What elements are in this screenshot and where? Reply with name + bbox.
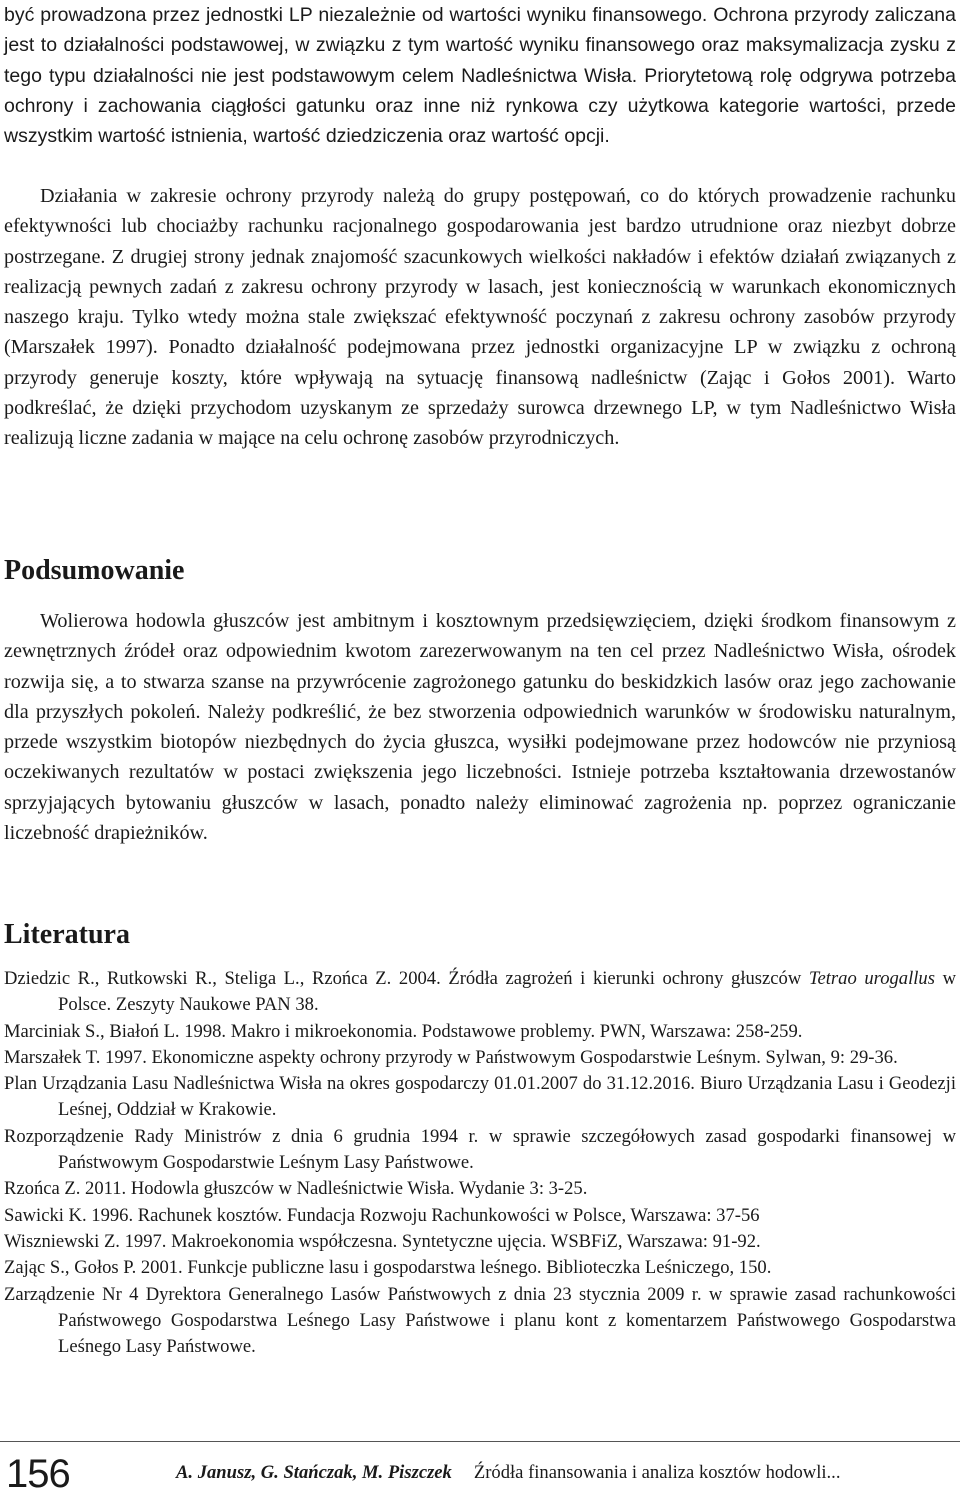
reference-item: Sawicki K. 1996. Rachunek kosztów. Fundacja Rozwoju Rachunkowości w Polsce, Warszawa: 37-56 bbox=[4, 1204, 760, 1226]
footer-authors: A. Janusz, G. Stańczak, M. Piszczek bbox=[176, 1462, 452, 1483]
reference-item: Rozporządzenie Rady Ministrów z dnia 6 grudnia 1994 r. w sprawie szczegółowych zasad gospodarki finansowej w Państwowym Gospodarstwie Leśnym Lasy Państwowe. bbox=[4, 1125, 956, 1174]
reference-item: Marszałek T. 1997. Ekonomiczne aspekty ochrony przyrody w Państwowym Gospodarstwie Leśnym. Sylwan, 9: 29-36. bbox=[4, 1046, 898, 1068]
reference-item: Marciniak S., Białoń L. 1998. Makro i mikroekonomia. Podstawowe problemy. PWN, Warszawa: 258-259. bbox=[4, 1020, 803, 1042]
reference-item bbox=[4, 966, 956, 1019]
body-paragraph-1: być prowadzona przez jednostki LP niezależnie od wartości wyniku finansowego. Ochrona przyrody zaliczana jest to działalności podstawowej, w związku z tym wartość wyniku finansowego oraz maksymalizacja zysku z tego typu działalności nie jest podstawowym celem Nadleśnictwa Wisła. Priorytetową rolę odgrywa potrzeba ochrony i zachowania ciągłości gatunku oraz inne niż rynkowa czy użytkowa kategorie wartości, przede wszystkim wartość istnienia, wartość dziedziczenia oraz wartość opcji. bbox=[4, 4, 956, 148]
reference-item: Plan Urządzania Lasu Nadleśnictwa Wisła na okres gospodarczy 01.01.2007 do 31.12.2016. Biuro Urządzania Lasu i Geodezji Leśnej, Oddział w Krakowie. bbox=[4, 1073, 956, 1121]
reference-item: Rzońca Z. 2011. Hodowla głuszców w Nadleśnictwie Wisła. Wydanie 3: 3-25. bbox=[4, 1178, 588, 1200]
reference-list bbox=[4, 966, 956, 1360]
reference-species-name: Tetrao urogallus bbox=[808, 968, 935, 989]
reference-text: w Polsce. Zeszyty Naukowe PAN 38. bbox=[58, 968, 956, 1016]
section-heading-summary: Podsumowanie bbox=[4, 555, 185, 586]
body-paragraph-2: Działania w zakresie ochrony przyrody należą do grupy postępowań, co do których prowadzenie rachunku efektywności lub chociażby rachunku racjonalnego gospodarowania jest bardzo utrudnione oraz niezbyt dobrze postrzegane. Z drugiej strony jednak znajomość szacunkowych wielkości nakładów i efektów działań związanych z realizacją pewnych zadań z zakresu ochrony przyrody w lasach, jest koniecznością w warunkach ekonomicznych naszego kraju. Tylko wtedy można stale zwiększać efektywność poczynań z zakresu ochrony zasobów przyrody (Marszałek 1997). Ponadto działalność podejmowana przez jednostki organizacyjne LP w związku z ochroną przyrody generuje koszty, które wpływają na sytuację finansową nadleśnictw (Zając i Gołos 2001). Warto podkreślać, że dzięki przychodom uzyskanym ze sprzedaży surowca drzewnego LP, w tym Nadleśnictwo Wisła realizują liczne zadania w mające na celu ochronę zasobów przyrodniczych. bbox=[4, 185, 956, 450]
section-heading-literature: Literatura bbox=[4, 919, 130, 950]
running-footer bbox=[176, 1462, 956, 1484]
footer-divider bbox=[0, 1441, 960, 1442]
footer-article-title: Źródła finansowania i analiza kosztów hodowli... bbox=[473, 1462, 841, 1483]
reference-item: Zając S., Gołos P. 2001. Funkcje publiczne lasu i gospodarstwa leśnego. Biblioteczka Leśniczego, 150. bbox=[4, 1257, 772, 1279]
reference-item: Zarządzenie Nr 4 Dyrektora Generalnego Lasów Państwowych z dnia 23 stycznia 2009 r. w sprawie zasad rachunkowości Państwowego Gospodarstwa Leśnego Lasy Państwowe i planu kont z komentarzem Państwowego Gospodarstwa Leśnego Lasy Państwowe. bbox=[4, 1283, 956, 1358]
summary-paragraph: Wolierowa hodowla głuszców jest ambitnym i kosztownym przedsięwzięciem, dzięki środkom finansowym z zewnętrznych źródeł oraz odpowiednim kwotom zarezerwowanym na ten cel przez Nadleśnictwo Wisła, ośrodek rozwija się, a to stwarza szanse na przywrócenie zagrożonego gatunku do beskidzkich lasów oraz jego zachowanie dla przyszłych pokoleń. Należy podkreślić, że bez stworzenia odpowiednich warunków w środowisku naturalnym, przede wszystkim biotopów niezbędnych do życia głuszca, wysiłki podejmowane przez hodowców nie przyniosą oczekiwanych rezultatów w postaci zwiększenia jego liczebności. Istnieje potrzeba kształtowania drzewostanów sprzyjających bytowaniu głuszców w lasach, ponadto należy eliminować zagrożenia np. poprzez ograniczanie liczebność drapieżników. bbox=[4, 610, 956, 845]
reference-text: Dziedzic R., Rutkowski R., Steliga L., Rzońca Z. 2004. Źródła zagrożeń i kierunki ochrony głuszców bbox=[4, 968, 809, 989]
page-number: 156 bbox=[6, 1452, 70, 1496]
reference-item: Wiszniewski Z. 1997. Makroekonomia współczesna. Syntetyczne ujęcia. WSBFiZ, Warszawa: 91-92. bbox=[4, 1230, 761, 1252]
